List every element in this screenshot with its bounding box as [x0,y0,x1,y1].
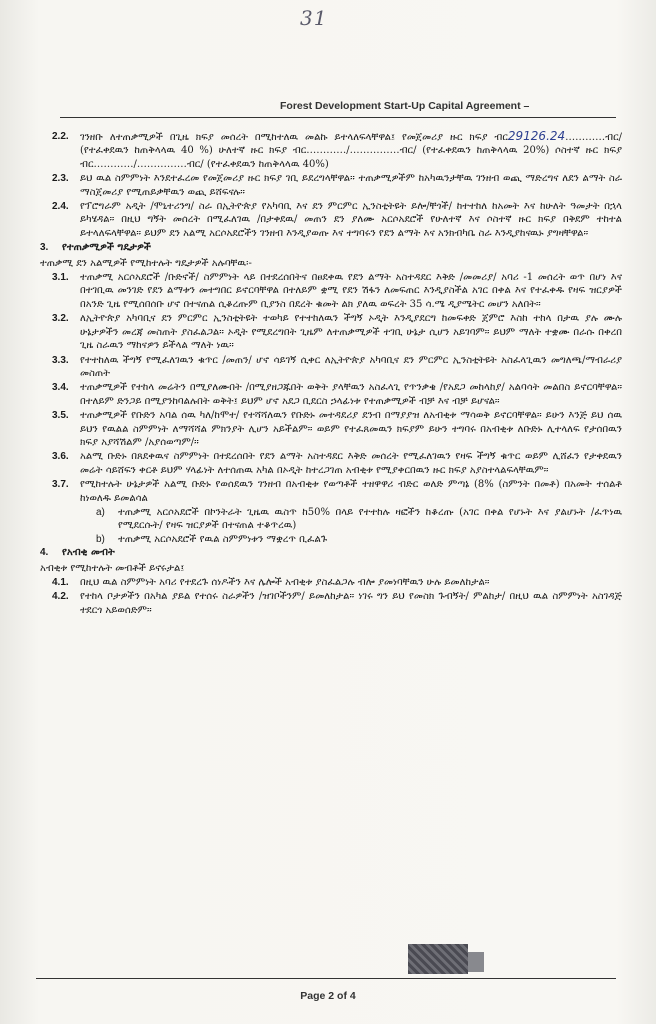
section-3-lead: ተጠቃሚ ደን አልሚዎች የሚከተሉት ግዴታዎች አሉባቸዉ፡- [40,257,252,269]
clause-2-3: 2.3. ይህ ዉል ስምምነት እንደተፈረመ የመጀመሪያ ዙር ክፍያ ገቢ ይደረግላቸዋል። ተጠቃሚዎችም ከአካዉንታቸዉ ገንዘብ ወጪ ማድረግና ለደን ልማት ስራ ማስጀመሪያ የሚጠይቃቸዉን ወጪ ይሸፍናሉ። [52,173,622,198]
page-footer: Page 2 of 4 [300,990,356,1002]
clause-3-7-b: b) ተጠቃሚ አርሶአደሮች የዉል ስምምነቱን ማቋረጥ ቢፈልጉ [96,533,328,545]
section-4-heading: 4. የአብቂ መብት [40,547,115,559]
footer-divider [36,978,616,979]
section-3-heading: 3. የተጠቃሚዎች ግዴታዎች [40,242,151,254]
handwritten-page-number: 31 [300,6,328,30]
header-divider [60,117,616,118]
page-header: Forest Development Start-Up Capital Agreement – [280,100,530,112]
clause-3-5: 3.5. ተጠቃሚዎች የቡድን አባል ሰዉ ካለ/ከሞተ/ የተሻሻለዉን የቡድኑ መተዳደሪያ ደንብ በማያያዝ ለአብቂቱ ማሳወቅ ይኖርባቸዋል። ይሁን እንጅ ይህ ሰዉ ይህን የዉልል ስምምነት ለማሻሻል ምክንያት ሊሆን አይችልም። ወይም የተፈጸመዉን ክፍያም ይሁን ተግባሩ በአብቂቱ ለቡድኑ ሊተላለፍ የታሰበዉን ክፍያ አያሻሽልም /አያሰወጣም/። [52,410,622,448]
ink-stamp-mark-small [468,952,484,972]
clause-3-4: 3.4. ተጠቃሚዎች የተከላ መሬትን በሚያለሙበት /በሚያዘጋጁበት ወቅት ያላቸዉን አስፈላጊ የጥንቃቄ /የአደጋ መከላከያ/ አልባሳት መልበስ ይኖርባቸዋል። በተለይም ድንጋይ በሚያንከባልሉበት ወቅት፤ ይህም ሆኖ አደጋ ቢደርስ ኃላፊነቱ የተጠቃሚዎች ብቻ እና ብቻ ይሆናል። [52,382,622,407]
clause-3-1: 3.1. ተጠቃሚ አርሶአደሮች /ቡድኖች/ ስምምነት ላይ በተደረሰበትና በፀደቀዉ የደን ልማት አስተዳደር እቅድ /መመሪያ/ አባሪ -1 መሰረት ወጥ በሆነ እና በተገቢዉ መንገድ የደን ልማቱን መተግበር ይኖርባቸዋል በተለይም ቋሚ የደን ሽፋን ለመፍጠር እንዲያስችል አገር በቀል እና የተፈቀዱ የዛፍ ዝርያዎች በአንድ ጊዜ የሚሰበሰቡ ሆኖ በተናጠል ሲቆረጡም ቢያንስ በደረት ቁመት ልክ ያለዉ ወፍረት 35 ሳ.ሜ ዲያሜትር መሆን አለበት። [52,272,622,310]
clause-3-2: 3.2. ለኢትዮጵያ አካባቢና ደን ምርምር ኢንስቲትዩት ተወካይ የተተከለዉን ችግኝ ኦዲት እንዲያደርግ ከመፍቀድ ጀምሮ እስከ ተከላ በታዉ ያሉ ሙሉ ሁኔታዎችን መረጃ መስጠት ያስፈልጋል። ኦዲት የሚደረግበት ጊዜም ለተጠቃሚዎች ተገቢ ሁኔታ ሲሆን አይገባም። ይህም ማለት ተቋሙ በራሱ በቀረበ ጊዜ ስራዉን ማከናዎን ይችላል ማለት ነዉ። [52,313,622,352]
clause-2-2: 2.2. ገንዘቡ ለተጠቃሚዎች በጊዜ ክፍያ መሰረት በሚከተለዉ መልኩ ይተላለፍላቸዋል፤ የመጀመሪያ ዙር ክፍያ ብር29126.24…………ብር/ (የተፈቀደዉን ከጠቅላላዉ 40 %) ሁለተኛ ዙር ክፍያ ብር…………/……………ብር/ (የተፈቀደዉን ከጠቅላላዉ 20%) ሶስተኛ ዙር ክፍያ ብር…………/……………ብር/ (የተፈቀደዉን ከጠቅላላዉ 40%) [52,129,622,170]
ink-stamp-mark [408,944,468,974]
clause-3-7-a: a) ተጠቃሚ አርሶአደሮች በኮንትራት ጊዜዉ ዉስጥ ከ50% በላይ የተተከሉ ዛፎችን ከቆረጡ (አገር በቀል የሆኑት እና ያልሆኑት /ፈጥነዉ የሚደርሱት/ የዛፍ ዝርያዎች በተናጠል ተቆጥረዉ) [96,506,622,532]
clause-3-7: 3.7. የሚከተሉት ሁኔታዎች አልሚ ቡድኑ የወሰደዉን ገንዘብ በአብቂቱ የወጣቶች ተዘዋዋሪ ብድር ወለድ ምጣኔ (8% (ስምንት በመቶ) በአመት ተሰልቶ ከነወለዱ ይመልሳል [52,479,622,504]
handwritten-amount: 29126.24 [507,129,566,143]
clause-3-6: 3.6. አልሚ ቡድኑ በጸደቀዉና ስምምነት በተደረሰበት የደን ልማት አስተዳደር እቅድ መሰረት የሚፈለገዉን የዛፍ ችግኝ ቁጥር ወይም ሊሸፈን የታቀደዉን መሬት ሳይሸፍን ቀርቶ ይህም ሃላፊነት ለተሰጠዉ አካል በኦዲት ከተረጋገጠ አብቂቱ የሚያቀርበዉን ዙር ክፍያ አያስተላልፍላቸዉም። [52,451,622,476]
clause-4-2: 4.2. የተከላ ቦታዎችን በአካል ያይል የተሰሩ ስራዎችን /ዝገቦችንም/ ይመለከታል። ነገሩ ግን ይህ የመስክ ጉብኝት/ ምልከታ/ በዚህ ዉል ስምምነት አስገዳጅ ተደርጎ አይወሰድም። [52,591,622,616]
clause-2-4: 2.4. የፕሮግራም አዲት /ሞኒተሪንግ/ ስራ በኢትዮጵያ የአካባቢ እና ደን ምርምር ኢንስቲትዩት ይሎ/ቸጎች/ ከተተከለ ከአመት እና ከሁለት ዓመታት በኋላ ይካሄዳል። በዚህ ግኝት መሰረት በሚፈለገዉ /በታቀደዉ/ መጠን ደን ያለሙ አርሶአደሮች የሁለተኛ እና ሶስተኛ ዙር ክፍያ በቅደም ተከተል ይተላለፍላቸዋል። ይህም ደን አልሚ አርሶአደሮችን ገንዘብ እንዲያወጡ እና ተግባሩን የደን ልማት እና አንክብካቤ ስራ እንዲያከናዉኑ ያግዛቸዋል። [52,201,622,239]
section-4-lead: አብቂቱ የሚከተሉት መብቶች ይኖሩታል፤ [40,562,185,574]
document-body [40,130,622,618]
clause-4-1: 4.1. በዚህ ዉል ስምምነት አባሪ የተደረጉ ሰነዶችን እና ሌሎች አብቂቱ ያስፈልጋሉ ብሎ ያመነባቸዉን ሁሉ ይመለከታል። [52,577,490,588]
clause-3-3: 3.3. የተተከለዉ ችግኝ የሚፈለገዉን ቁጥር /መጠን/ ሆኖ ሳይገኝ ሲቀር ለኢትዮጵያ አካባቢና ደን ምርምር ኢንስቲትዩት አስፈላጊዉን መግለጫ/ማብራሪያ መስጠት [52,354,622,379]
